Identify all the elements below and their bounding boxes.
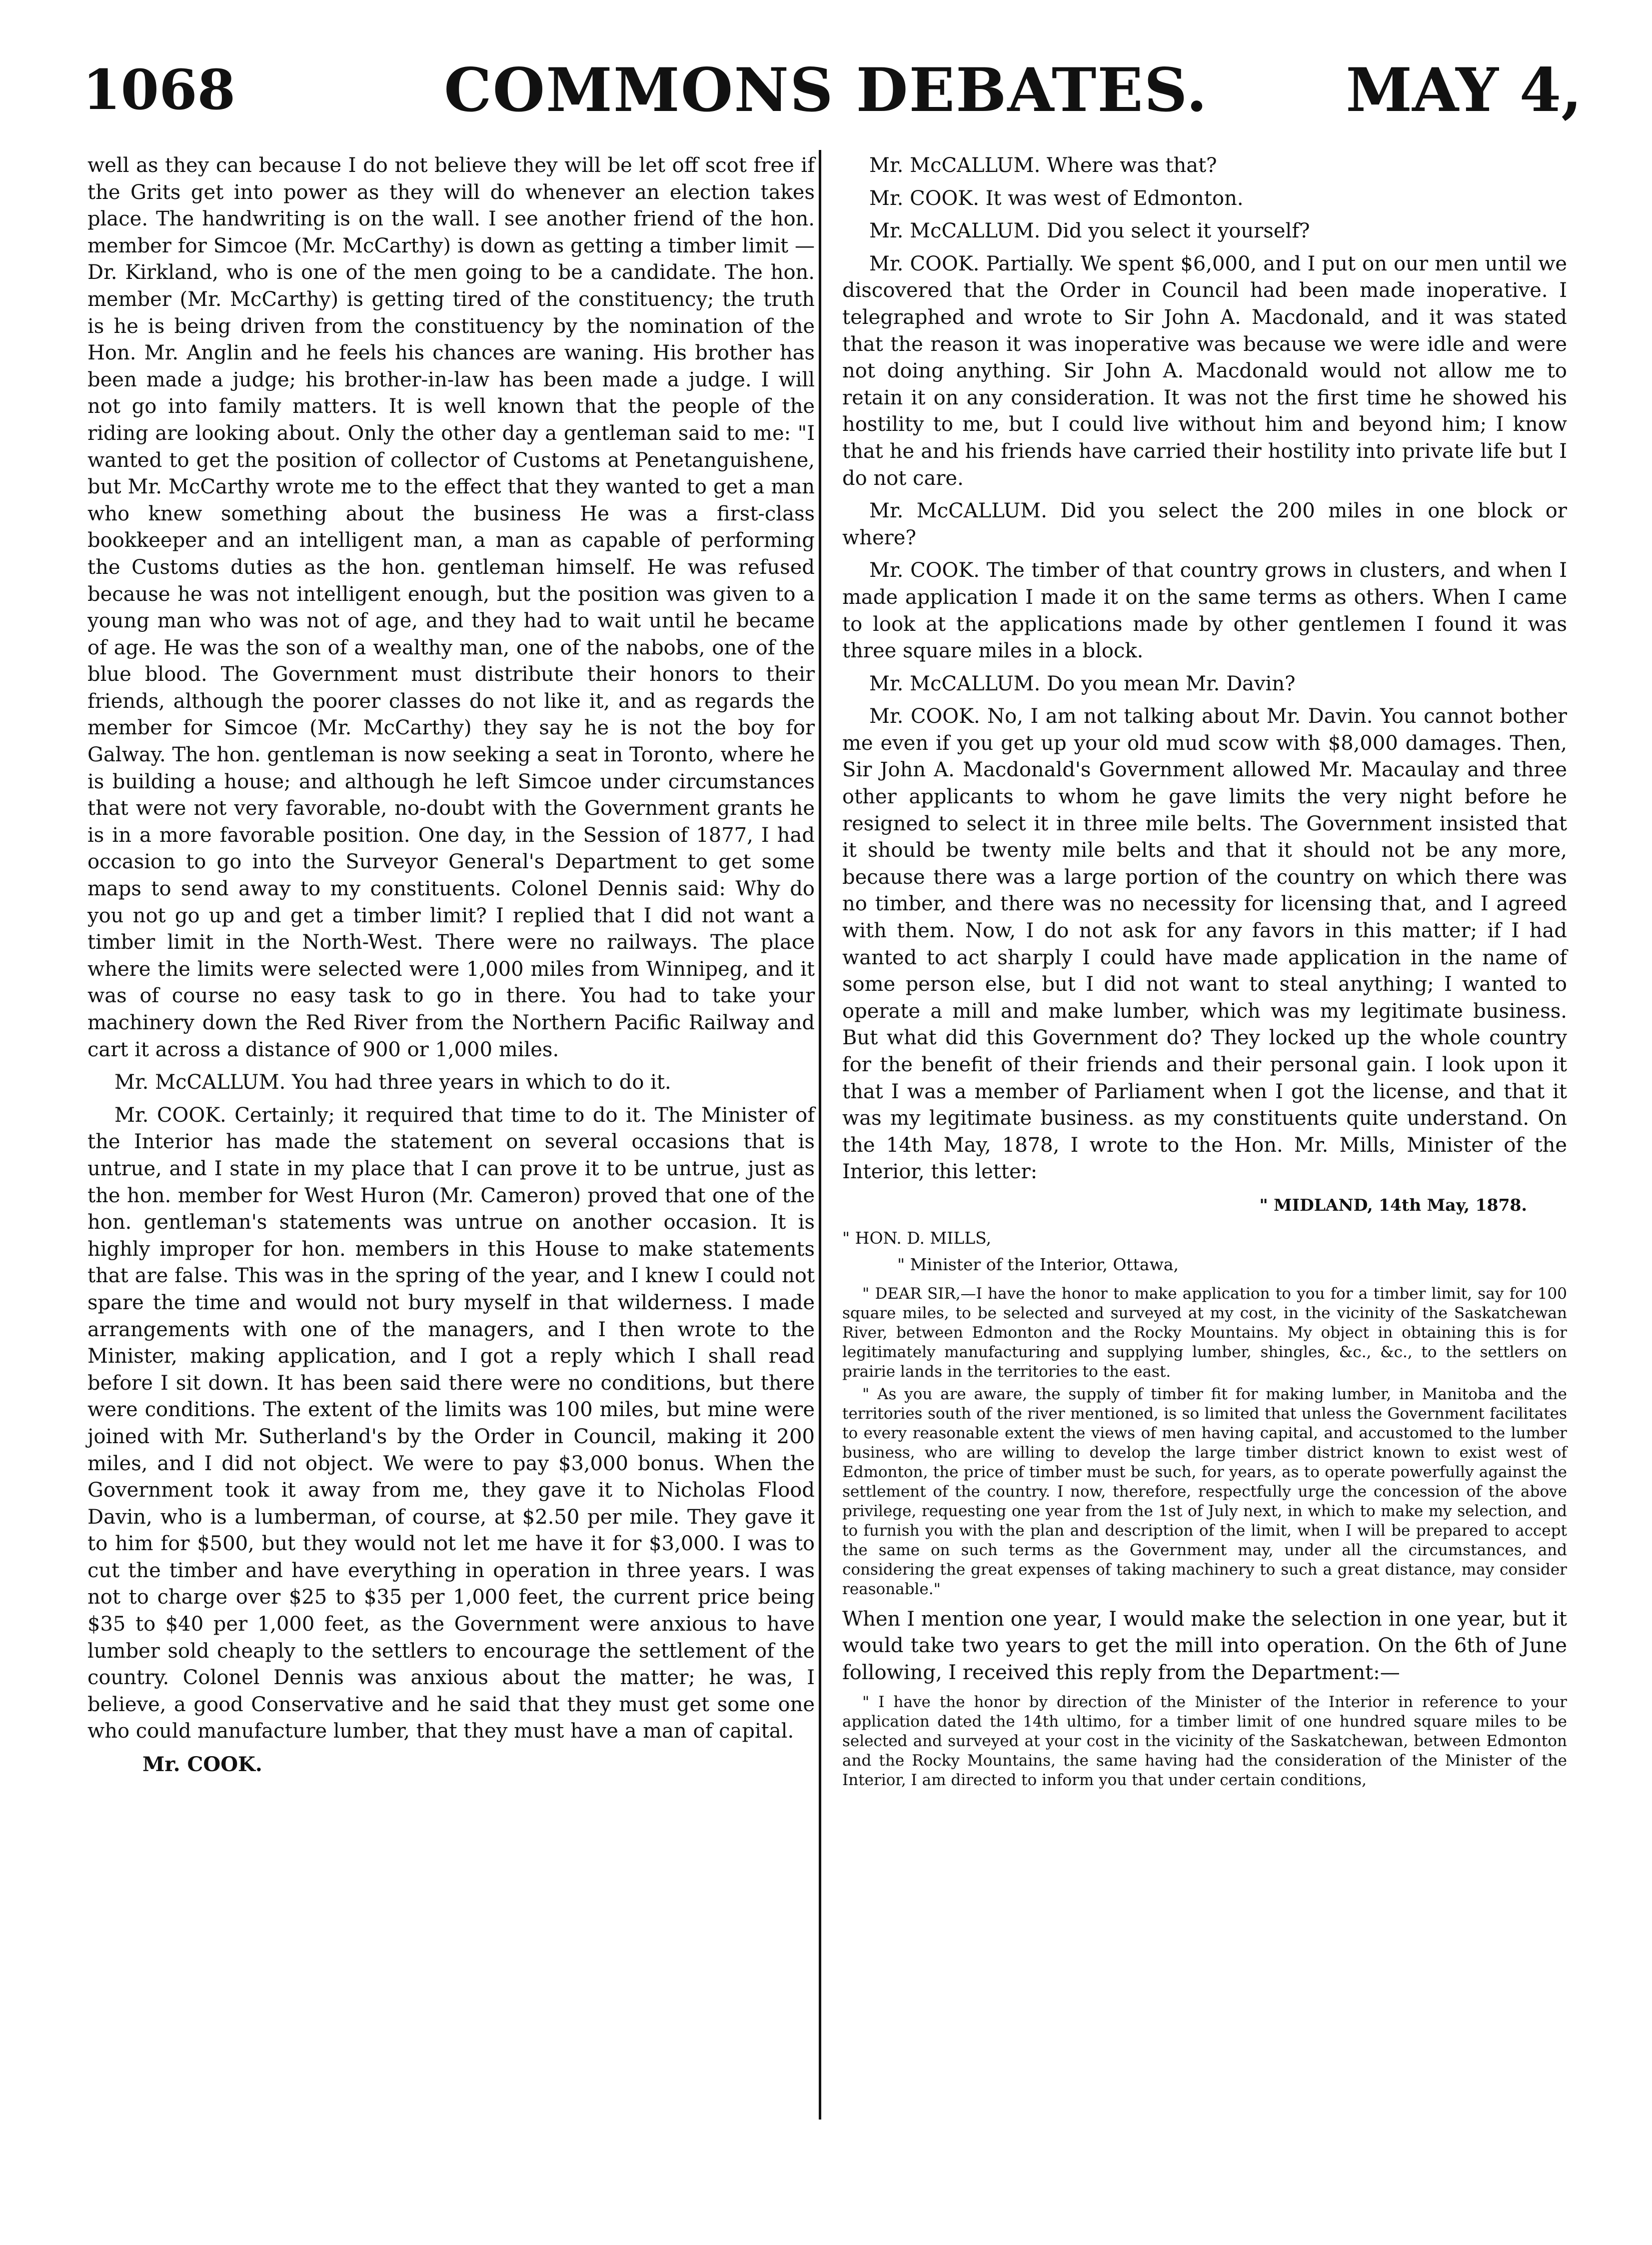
letter-addressee-title: " Minister of the Interior, Ottawa, <box>897 1255 1179 1275</box>
letter-date-line: " MIDLAND, 14th May, 1878. <box>1259 1195 1527 1215</box>
paragraph: well as they can because I do not believe they will be let off scot free if the Grits get into power as they will do whenever an election takes place. The handwriting is on the wall. I see another friend of the hon. member for Simcoe (Mr. McCarthy) is down as getting a timber limit —Dr. Kirkland, who is one of the men going to be a candidate. The hon. member (Mr. McCarthy) is getting tired of the constituency; the truth is he is being driven from the constituency by the nomination of the Hon. Mr. Anglin and he feels his chances are waning. His brother has been made a judge; his brother-in-law has been made a judge. I will not go into family matters. It is well known that the people of the riding are looking about. Only the other day a gentleman said to me: "I wanted to get the position of collector of Customs at Penetanguishene, but Mr. McCarthy wrote me to the effect that they wanted to get a man who knew something about the business He was a first-class bookkeeper and an intelligent man, a man as capable of performing the Customs duties as the hon. gentleman himself. He was refused because he was not intelligent enough, but the position was given to a young man who was not of age, and they had to wait until he became of age. He was the son of a wealthy man, one of the nabobs, one of the blue blood. The Government must distribute their honors to their friends, although the poorer classes do not like it, and as regards the member for Simcoe (Mr. McCarthy) they say he is not the boy for Galway. The hon. gentleman is now seeking a seat in Toronto, where he is building a house; and although he left Simcoe under circumstances that were not very favorable, no-doubt with the Government grants he is in a more favorable position. One day, in the Session of 1877, I had occasion to go into the Surveyor General's Department to get some maps to send away to my constituents. Colonel Dennis said: Why do you not go up and get a timber limit? I replied that I did not want a timber limit in the North-West. There were no railways. The place where the limits were selected were 1,000 miles from Winnipeg, and it was of course no easy task to go in there. You had to take your machinery down the Red River from the Northern Pacific Railway and cart it across a distance of 900 or 1,000 miles. <box>87 154 815 1061</box>
letter-paragraph: " As you are aware, the supply of timber fit for making lumber, in Manitoba and the territories south of the river mentioned, is so limited that unless the Government facilitates to every reasonable extent the views of men having capital, and accustomed to the lumber business, who are willing to develop the large timber district known to exist west of Edmonton, the price of timber must be such, for years, as to operate powerfully against the settlement of the country. I now, therefore, respectfully urge the concession of the above privilege, requesting one year from the 1st of July next, in which to make my selection, and to furnish you with the plan and description of the limit, when I will be prepared to accept the same on such terms as the Government may, under all the circumstances, and considering the great expenses of taking machinery to such a great distance, may consider reasonable." <box>842 1385 1567 1598</box>
paragraph: Mr. McCALLUM. Did you select the 200 miles in one block or where? <box>842 499 1567 549</box>
page-title: COMMONS DEBATES. <box>444 55 1208 125</box>
paragraph: Mr. McCALLUM. You had three years in which to do it. <box>114 1071 671 1094</box>
paragraph: Mr. COOK. Partially. We spent $6,000, and I put on our men until we discovered that the Order in Council had been made inoperative. I telegraphed and wrote to Sir John A. Macdonald, and it was stated that the reason it was inoperative was because we were idle and were not doing anything. Sir John A. Macdonald would not allow me to retain it on any consideration. It was not the first time he showed his hostility to me, but I could live without him and beyond him; I know that he and his friends have carried their hostility into private life but I do not care. <box>842 252 1567 490</box>
reply-paragraph: " I have the honor by direction of the Minister of the Interior in reference to your application dated the 14th ultimo, for a timber limit of one hundred square miles to be selected and surveyed at your cost in the vicinity of the Saskatchewan, between Edmonton and the Rocky Mountains, the same having had the consideration of the Minister of the Interior, I am directed to inform you that under certain conditions, <box>842 1693 1567 1789</box>
column-divider <box>819 150 821 2120</box>
reply-quote <box>842 1693 1567 1790</box>
paragraph: Mr. COOK. It was west of Edmonton. <box>869 186 1244 210</box>
paragraph: Mr. McCALLUM. Where was that? <box>869 154 1217 177</box>
paragraph: Mr. COOK. No, I am not talking about Mr. Davin. You cannot bother me even if you get up your old mud scow with $8,000 damages. Then, Sir John A. Macdonald's Government allowed Mr. Macaulay and three other applicants to whom he gave limits the very night before he resigned to select it in three mile belts. The Government insisted that it should be twenty mile belts and that it should not be any more, because there was a large portion of the country on which there was no timber, and there was no necessity for licensing that, and I agreed with them. Now, I do not ask for any favors in this matter; if I had wanted to act sharply I could have made application in the name of some person else, but I did not want to steal anything; I wanted to operate a mill and make lumber, which was my legitimate business. But what did this Government do? They locked up the whole country for the benefit of their friends and their personal gain. I look upon it that I was a member of Parliament when I got the license, and that it was my legitimate business. as my constituents quite understand. On the 14th May, 1878, I wrote to the Hon. Mr. Mills, Minister of the Interior, this letter: <box>842 705 1567 1184</box>
right-column <box>842 152 1567 1793</box>
letter-addressee: " HON. D. MILLS, <box>842 1228 992 1248</box>
paragraph: Mr. COOK. Certainly; it required that time to do it. The Minister of the Interior has made the statement on several occasions that is untrue, and I state in my place that I can prove it to be untrue, just as the hon. member for West Huron (Mr. Cameron) proved that one of the hon. gentleman's statements was untrue on another occasion. It is highly improper for hon. members in this House to make statements that are false. This was in the spring of the year, and I knew I could not spare the time and would not bury myself in that wilderness. I made arrangements with one of the managers, and I then wrote to the Minister, making application, and I got a reply which I shall read before I sit down. It has been said there were no conditions, but there were conditions. The extent of the limits was 100 miles, but mine were joined with Mr. Sutherland's by the Order in Council, making it 200 miles, and I did not object. We were to pay $3,000 bonus. When the Government took it away from me, they gave it to Nicholas Flood Davin, who is a lumberman, of course, at $2.50 per mile. They gave it to him for $500, but they would not let me have it for $3,000. I was to cut the timber and have everything in operation in three years. I was not to charge over $25 to $35 per 1,000 feet, the current price being $35 to $40 per 1,000 feet, as the Government were anxious to have lumber sold cheaply to the settlers to encourage the settlement of the country. Colonel Dennis was anxious about the matter; he was, I believe, a good Conservative and he said that they must get some one who could manufacture lumber, that they must have a man of capital. <box>87 1103 815 1743</box>
paragraph: Mr. COOK. The timber of that country grows in clusters, and when I made application I made it on the same terms as others. When I came to look at the applications made by other gentlemen I found it was three square miles in a block. <box>842 559 1567 663</box>
letter-body <box>842 1284 1567 1599</box>
paragraph: Mr. McCALLUM. Do you mean Mr. Davin? <box>869 672 1296 695</box>
page-date: MAY 4, <box>1346 55 1582 125</box>
column-footer: Mr. COOK. <box>142 1753 262 1777</box>
page-number: 1068 <box>82 57 236 122</box>
left-column <box>87 152 815 1778</box>
page-header <box>0 0 1652 130</box>
paragraph: When I mention one year, I would make the selection in one year, but it would take two years to get the mill into operation. On the 6th of June following, I received this reply from the Department:— <box>842 1607 1567 1684</box>
letter-paragraph: " DEAR SIR,—I have the honor to make application to you for a timber limit, say for 100 square miles, to be selected and surveyed at my cost, in the vicinity of the Saskatchewan River, between Edmonton and the Rocky Mountains. My object in obtaining this is for legitimately manufacturing and supplying lumber, shingles, &c., &c., to the settlers on prairie lands in the territories to the east. <box>842 1284 1567 1381</box>
paragraph: Mr. McCALLUM. Did you select it yourself? <box>869 219 1310 243</box>
